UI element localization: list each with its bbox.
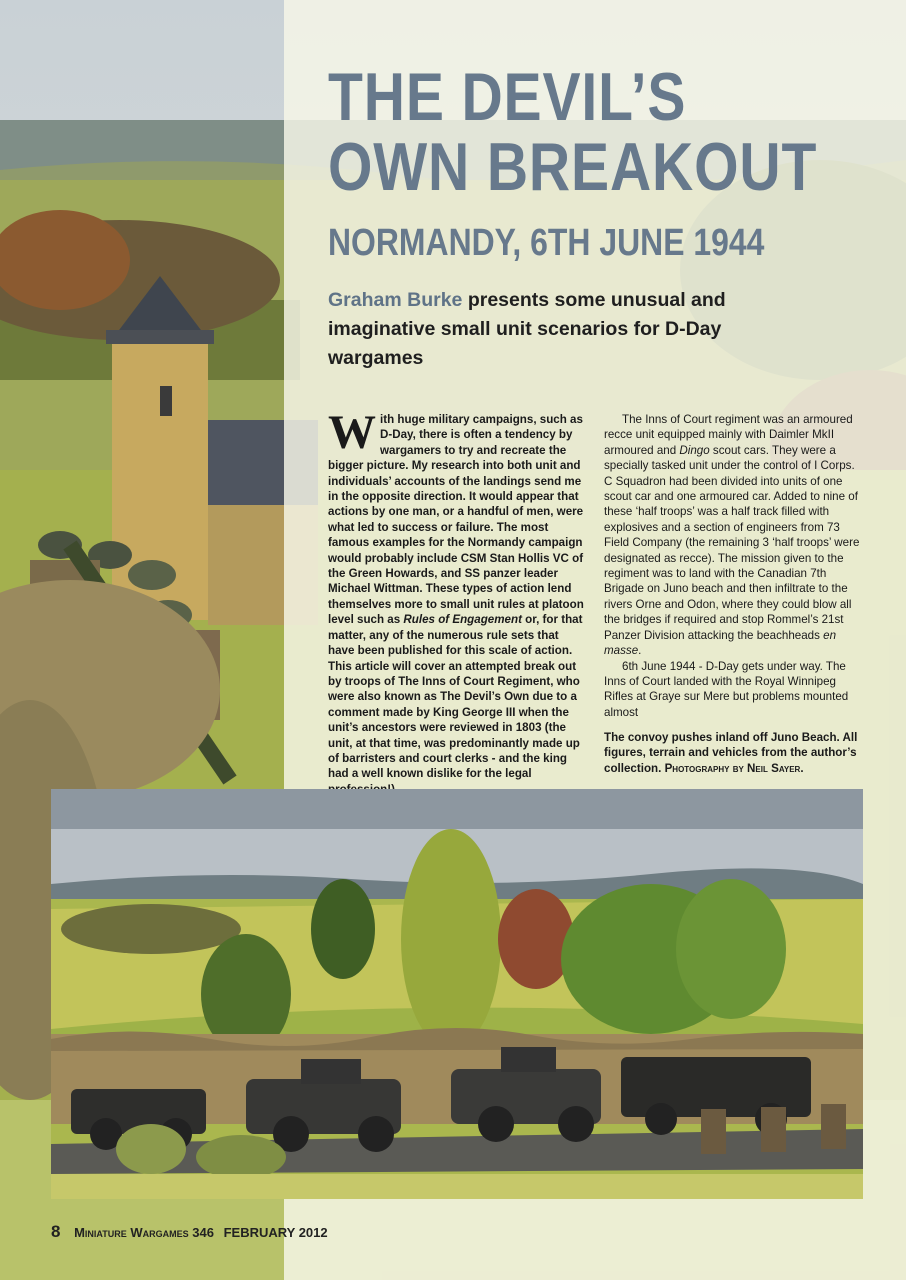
standfirst — [328, 286, 798, 373]
caption-text: The convoy pushes inland off Juno Beach. All figures, terrain and vehicles from the author’s collection. — [604, 731, 858, 775]
body-column-1 — [328, 406, 588, 797]
title-line-1: THE DEVIL’S — [328, 59, 687, 135]
magazine-name: Miniature Wargames 346 — [74, 1225, 214, 1240]
body-text: ith huge military campaigns, such as D-Day, there is often a tendency by wargamers to try and recreate the bigger picture. My research into both unit and individuals’ accounts of the landings send me in the opposite direction. It would appear that actions by one man, or a handful of men, were what led to success or failure. The most famous examples for the Normandy campaign would probably include CSM Stan Hollis VC of the Green Howards, and SS panzer leader Michael Wittman. These types of action lend themselves more to small unit rules at platoon level such as — [328, 413, 584, 627]
body-text: The Inns of Court regiment was an armoured recce unit equipped mainly with Daimler MkII armoured and — [604, 413, 853, 457]
issue-date: FEBRUARY 2012 — [223, 1225, 328, 1240]
paragraph — [604, 412, 862, 659]
body-italic: Rules of Engagement — [403, 613, 522, 627]
body-text: scout cars. They were a specially tasked unit under the control of I Corps. C Squadron had been divided into units of one scout car and one armoured car. Added to nine of these ‘half troops’ was a half track filled with explosives and a section of engineers from 73 Field Company (the remaining 3 ‘half troops’ were designated as recce). The mission given to the regiment was to land with the Canadian 7th Brigade on Juno beach and then infiltrate to the rivers Orne and Odon, where they could blow all the bridges if required and stop Rommel’s 21st Panzer Division attacking the beachheads — [604, 443, 860, 642]
body-italic: Dingo — [679, 443, 710, 457]
body-column-2 — [604, 412, 862, 720]
article-title — [328, 59, 818, 205]
article-subtitle: NORMANDY, 6TH JUNE 1944 — [328, 222, 765, 264]
body-text: or, for that matter, any of the numerous rule sets that have been published for this scale of action. This article will cover an attempted break out by troops of The Inns of Court Regiment, who were also known as The Devil’s Own due to a comment made by King George III when the unit’s ancestors were reviewed in 1803 (the unit, at that time, was predominantly made up of barristers and court clerks - and the king had a well known dislike for the legal — [328, 613, 583, 781]
page-number: 8 — [51, 1222, 61, 1241]
photo-caption — [604, 730, 862, 776]
photo-credit: Photography by Neil Sayer. — [664, 761, 804, 775]
main-photo — [51, 789, 863, 1199]
page-footer — [51, 1222, 328, 1242]
title-line-2: OWN BREAKOUT — [328, 129, 818, 205]
body-text: . — [638, 644, 642, 658]
standfirst-text: presents some unusual and imaginative small unit scenarios for D-Day wargames — [328, 289, 726, 369]
body-italic: en masse — [604, 628, 837, 658]
drop-cap: W — [328, 406, 376, 459]
paragraph: 6th June 1944 - D-Day gets under way. The Inns of Court landed with the Royal Winnipeg Rifles at Graye sur Mere but problems mounted almost — [604, 659, 849, 719]
author-name: Graham Burke — [328, 289, 463, 311]
